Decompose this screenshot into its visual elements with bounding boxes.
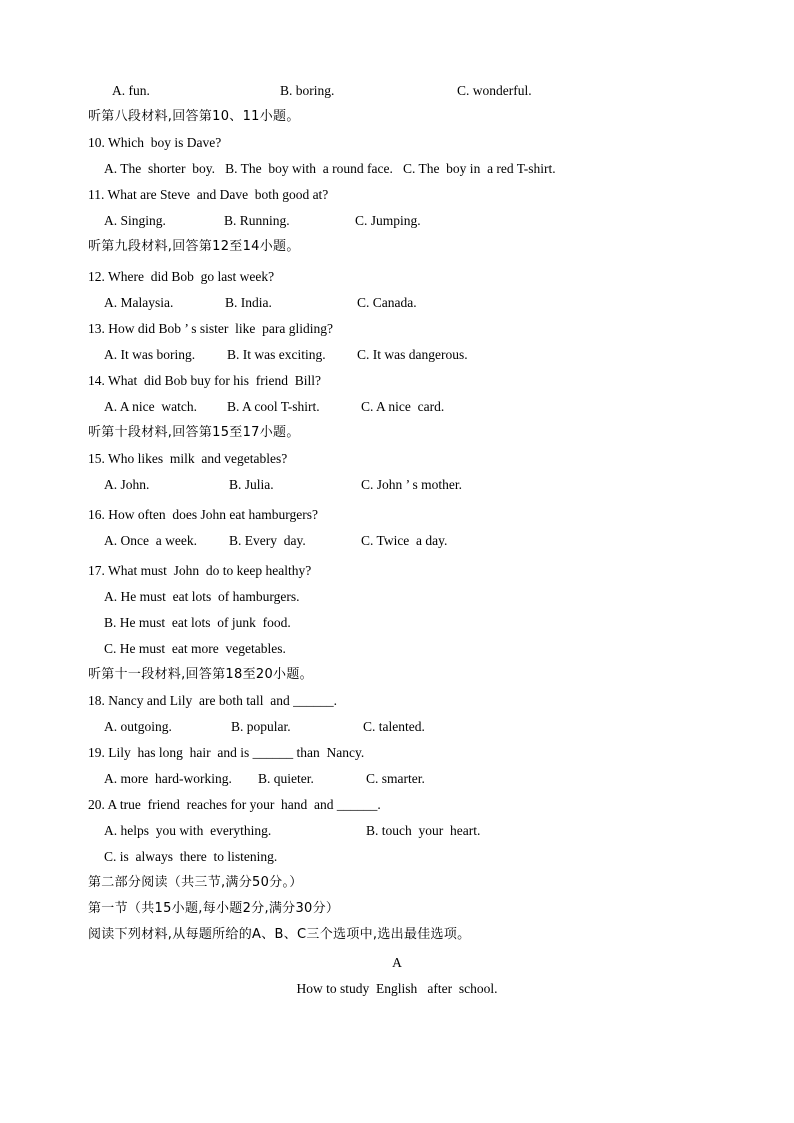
option-19b: B. quieter. (258, 771, 314, 786)
part-2-heading: 第二部分阅读（共三节,满分50分。） (88, 875, 303, 890)
option-14c: C. A nice card. (361, 399, 445, 414)
option-11b: B. Running. (224, 213, 290, 228)
option-20c: C. is always there to listening. (104, 849, 278, 864)
option-14a: A. A nice watch. (104, 399, 197, 414)
option-18a: A. outgoing. (104, 719, 172, 734)
option-16a: A. Once a week. (104, 533, 197, 548)
question-12: 12. Where did Bob go last week? (88, 269, 275, 284)
passage-label: A (392, 955, 402, 970)
option-17a: A. He must eat lots of hamburgers. (104, 589, 300, 604)
options-10: A. The shorter boy. B. The boy with a round face. C. The boy in a red T-shirt. (104, 161, 556, 176)
option-17b: B. He must eat lots of junk food. (104, 615, 291, 630)
question-15: 15. Who likes milk and vegetables? (88, 451, 288, 466)
section-9-heading: 听第九段材料,回答第12至14小题。 (88, 239, 300, 254)
question-16: 16. How often does John eat hamburgers? (88, 507, 318, 522)
option-11a: A. Singing. (104, 213, 166, 228)
option-17c: C. He must eat more vegetables. (104, 641, 286, 656)
question-19: 19. Lily has long hair and is ______ than Nancy. (88, 745, 365, 760)
option-13c: C. It was dangerous. (357, 347, 468, 362)
section-11-heading: 听第十一段材料,回答第18至20小题。 (88, 667, 313, 682)
reading-instructions: 阅读下列材料,从每题所给的A、B、C三个选项中,选出最佳选项。 (88, 927, 471, 942)
option-20a: A. helps you with everything. (104, 823, 272, 838)
option-9b: B. boring. (280, 83, 335, 98)
section-10-heading: 听第十段材料,回答第15至17小题。 (88, 425, 300, 440)
question-11: 11. What are Steve and Dave both good at? (88, 187, 329, 202)
question-14: 14. What did Bob buy for his friend Bill? (88, 373, 321, 388)
option-11c: C. Jumping. (355, 213, 421, 228)
option-9a: A. fun. (112, 83, 150, 98)
question-20: 20. A true friend reaches for your hand and ______. (88, 797, 381, 812)
question-13: 13. How did Bob ’ s sister like para gliding? (88, 321, 333, 336)
option-16c: C. Twice a day. (361, 533, 448, 548)
question-18: 18. Nancy and Lily are both tall and ______. (88, 693, 337, 708)
option-18c: C. talented. (363, 719, 425, 734)
section-8-heading: 听第八段材料,回答第10、11小题。 (88, 109, 300, 124)
option-13b: B. It was exciting. (227, 347, 326, 362)
option-14b: B. A cool T-shirt. (227, 399, 320, 414)
option-12b: B. India. (225, 295, 272, 310)
option-13a: A. It was boring. (104, 347, 196, 362)
option-20b: B. touch your heart. (366, 823, 481, 838)
question-17: 17. What must John do to keep healthy? (88, 563, 312, 578)
option-19a: A. more hard-working. (104, 771, 232, 786)
option-15b: B. Julia. (229, 477, 274, 492)
option-16b: B. Every day. (229, 533, 306, 548)
option-12c: C. Canada. (357, 295, 417, 310)
question-10: 10. Which boy is Dave? (88, 135, 222, 150)
option-15a: A. John. (104, 477, 150, 492)
section-1-heading: 第一节（共15小题,每小题2分,满分30分） (88, 901, 340, 916)
option-15c: C. John ’ s mother. (361, 477, 462, 492)
option-19c: C. smarter. (366, 771, 425, 786)
option-12a: A. Malaysia. (104, 295, 174, 310)
passage-title: How to study English after school. (296, 981, 498, 996)
option-9c: C. wonderful. (457, 83, 532, 98)
option-18b: B. popular. (231, 719, 291, 734)
